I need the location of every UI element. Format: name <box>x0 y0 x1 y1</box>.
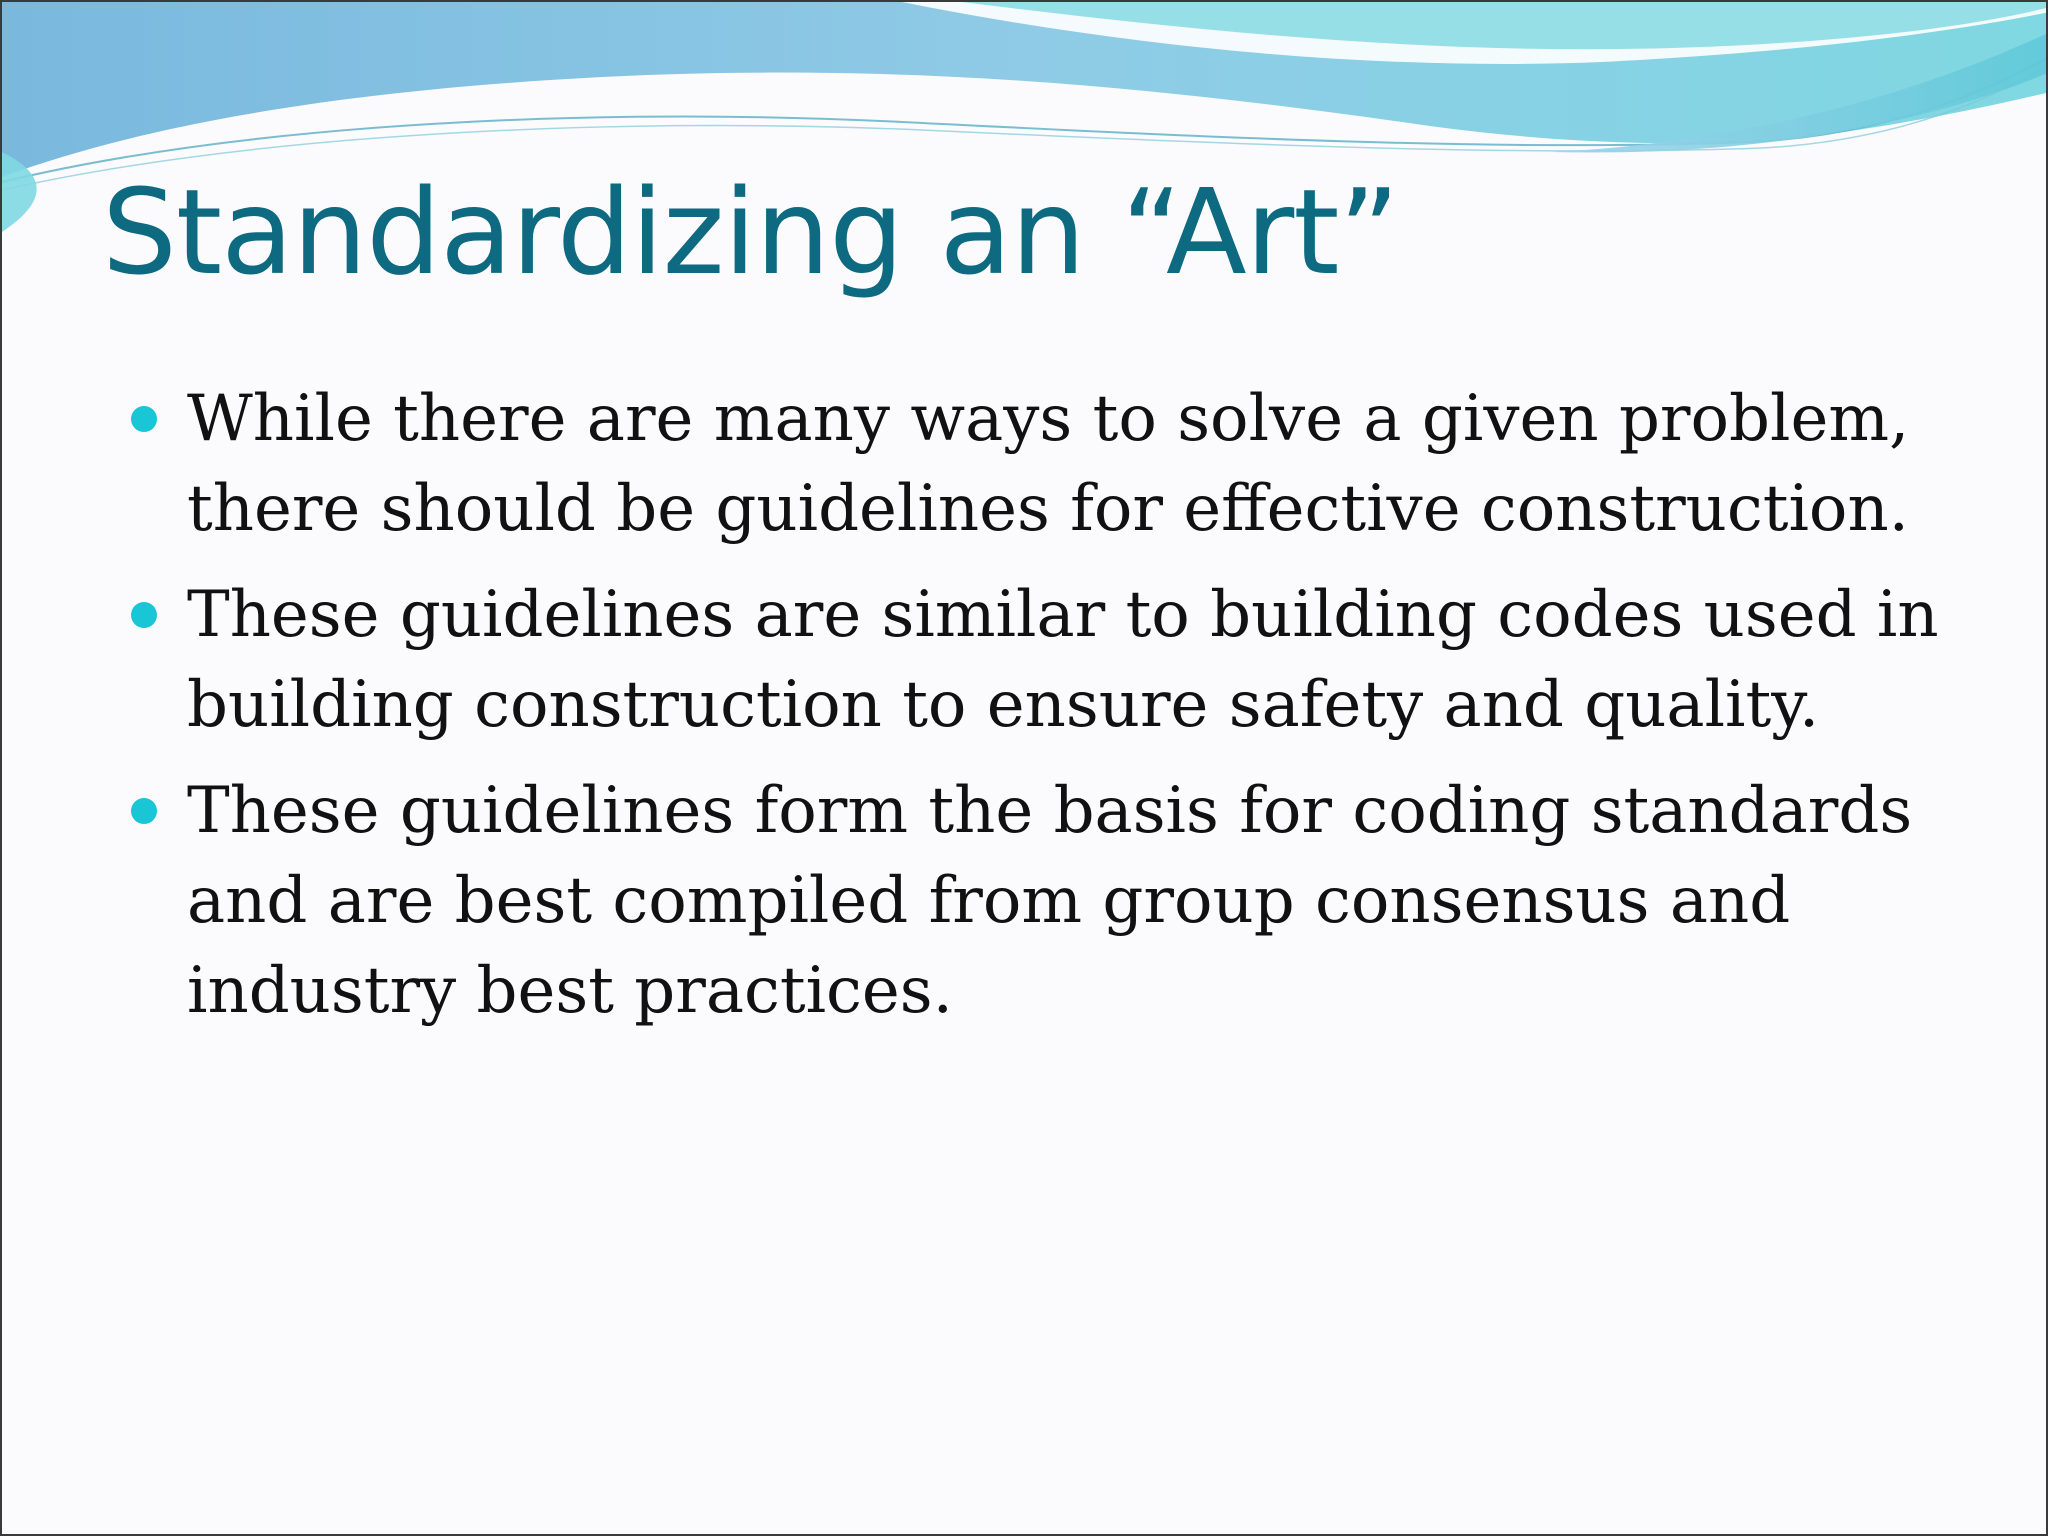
bullet-text: While there are many ways to solve a given problem, there should be guidelines for effective construction. <box>187 382 1910 546</box>
bullet-list <box>127 374 1947 1052</box>
bullet-item <box>127 570 1947 750</box>
bullet-item <box>127 374 1947 554</box>
bullet-dot-icon <box>131 406 157 432</box>
bullet-dot-icon <box>131 798 157 824</box>
bullet-dot-icon <box>131 602 157 628</box>
slide-title: Standardizing an “Art” <box>102 163 1399 301</box>
bullet-text: These guidelines form the basis for coding standards and are best compiled from group consensus and industry best practices. <box>187 774 1913 1028</box>
bullet-item <box>127 766 1947 1036</box>
bullet-text: These guidelines are similar to building codes used in building construction to ensure safety and quality. <box>187 578 1939 742</box>
